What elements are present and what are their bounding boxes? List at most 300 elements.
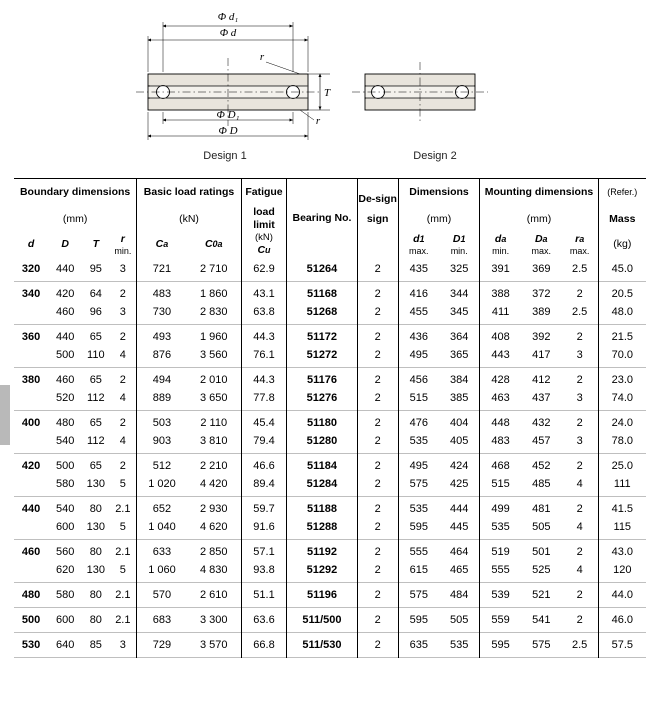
cell-D1: 345 <box>450 306 469 319</box>
cell-D: 420 <box>55 288 75 301</box>
cell-Cu: 44.3 <box>241 368 286 390</box>
cell-d1: 456 <box>398 368 439 390</box>
cell-no: 51180 <box>287 411 357 433</box>
header-fatigue-line2: load limit <box>241 206 286 232</box>
cell-T: 95 <box>89 263 102 276</box>
cell-da: 559 <box>480 608 521 633</box>
cell-ra: 4 <box>576 521 583 534</box>
cell-d <box>14 303 48 325</box>
cell-design: 2 <box>357 583 398 608</box>
cell-no: 51188 <box>287 497 357 519</box>
cell-d1: 436 <box>398 325 439 347</box>
cell-d1: 535 <box>398 432 439 454</box>
cell-C0a: 1 860 <box>199 288 228 301</box>
page-side-tab <box>0 385 10 445</box>
cell-d: 380 <box>21 374 41 387</box>
cell-Cu: 62.9 <box>241 257 286 282</box>
cell-r: 2.1 <box>115 546 131 559</box>
cell-d <box>14 475 48 497</box>
cell-C0a: 4 620 <box>199 521 228 534</box>
cell-da: 408 <box>480 325 521 347</box>
cell-r: 2 <box>119 288 126 301</box>
cell-no: 51288 <box>287 518 357 540</box>
cell-d1: 455 <box>398 303 439 325</box>
cell-mass: 44.0 <box>598 583 646 608</box>
cell-Da: 389 <box>532 306 551 319</box>
header-col-Ca: Ca <box>137 232 187 257</box>
cell-Da: 505 <box>532 521 551 534</box>
cell-da: 499 <box>480 497 521 519</box>
cell-d: 440 <box>21 503 41 516</box>
header-boundary-dimensions: Boundary dimensions <box>14 179 137 207</box>
cell-r: 5 <box>119 521 126 534</box>
header-col-d: d <box>27 238 35 251</box>
cell-ra: 2 <box>576 589 583 602</box>
cell-d: 400 <box>21 417 41 430</box>
cell-d: 320 <box>21 263 41 276</box>
cell-no: 511/530 <box>287 633 357 658</box>
cell-d: 360 <box>21 331 41 344</box>
cell-no: 51192 <box>287 540 357 562</box>
cell-Cu: 44.3 <box>241 325 286 347</box>
cell-Ca: 512 <box>137 454 187 476</box>
cell-design: 2 <box>357 368 398 390</box>
cell-da: 391 <box>480 257 521 282</box>
cell-no: 51272 <box>287 346 357 368</box>
cell-da: 519 <box>480 540 521 562</box>
cell-ra: 4 <box>576 564 583 577</box>
cell-T: 64 <box>89 288 102 301</box>
header-col-Cu: (kN) Cu <box>241 232 286 257</box>
cell-C0a: 3 650 <box>199 392 228 405</box>
label-r-top: r <box>259 51 265 63</box>
cell-Ca: 1 060 <box>137 561 187 583</box>
cell-r: 2.1 <box>115 614 131 627</box>
table-row-group <box>14 583 646 608</box>
cell-da: 468 <box>480 454 521 476</box>
cell-Cu: 91.6 <box>241 518 286 540</box>
cell-D: 500 <box>55 460 75 473</box>
cell-mass: 111 <box>598 475 646 497</box>
cell-no: 51280 <box>287 432 357 454</box>
cell-da: 463 <box>480 389 521 411</box>
cell-r: 5 <box>119 478 126 491</box>
cell-Cu: 63.8 <box>241 303 286 325</box>
cell-design: 2 <box>357 411 398 433</box>
cell-d1: 595 <box>398 518 439 540</box>
cell-design: 2 <box>357 454 398 476</box>
cell-r: 4 <box>119 435 126 448</box>
cell-da: 443 <box>480 346 521 368</box>
cell-D: 440 <box>55 331 75 344</box>
cell-Cu: 57.1 <box>241 540 286 562</box>
cell-no: 51184 <box>287 454 357 476</box>
cell-design: 2 <box>357 497 398 519</box>
cell-ra: 2 <box>576 503 583 516</box>
cell-C0a: 3 560 <box>199 349 228 362</box>
cell-design: 2 <box>357 475 398 497</box>
cell-design: 2 <box>357 257 398 282</box>
cell-Da: 417 <box>532 349 551 362</box>
cell-T: 96 <box>89 306 102 319</box>
header-dimensions: Dimensions <box>398 179 480 207</box>
cell-D: 600 <box>55 614 75 627</box>
table-row <box>14 432 646 454</box>
cell-D1: 384 <box>450 374 469 387</box>
table-row <box>14 608 646 633</box>
cell-Cu: 43.1 <box>241 282 286 304</box>
cell-d1: 595 <box>398 608 439 633</box>
cell-D1: 484 <box>450 589 469 602</box>
cell-D: 500 <box>55 349 75 362</box>
cell-D1: 464 <box>450 546 469 559</box>
header-design-line1: De-sign <box>357 179 398 207</box>
cell-no: 51276 <box>287 389 357 411</box>
cell-da: 595 <box>480 633 521 658</box>
cell-D: 540 <box>55 435 75 448</box>
cell-T: 80 <box>89 546 102 559</box>
cell-r: 2 <box>119 374 126 387</box>
cell-mass: 120 <box>598 561 646 583</box>
cell-C0a: 2 610 <box>199 589 228 602</box>
cell-r: 2 <box>119 460 126 473</box>
label-phi-d: Φ d <box>219 27 237 39</box>
cell-Cu: 46.6 <box>241 454 286 476</box>
cell-design: 2 <box>357 303 398 325</box>
bearing-drawings-svg <box>0 0 660 178</box>
cell-D1: 405 <box>450 435 469 448</box>
cell-design: 2 <box>357 346 398 368</box>
cell-r: 2.1 <box>115 503 131 516</box>
cell-D1: 344 <box>450 288 469 301</box>
cell-mass: 41.5 <box>598 497 646 519</box>
cell-design: 2 <box>357 540 398 562</box>
cell-Cu: 66.8 <box>241 633 286 658</box>
cell-d1: 495 <box>398 454 439 476</box>
header-col-da: da min. <box>480 232 521 257</box>
cell-T: 130 <box>86 478 105 491</box>
cell-mass: 21.5 <box>598 325 646 347</box>
table-row-group <box>14 325 646 368</box>
cell-design: 2 <box>357 432 398 454</box>
cell-no: 51268 <box>287 303 357 325</box>
cell-Da: 521 <box>532 589 551 602</box>
cell-Da: 485 <box>532 478 551 491</box>
table-row <box>14 325 646 347</box>
header-basic-load-ratings: Basic load ratings <box>137 179 242 207</box>
cell-d1: 555 <box>398 540 439 562</box>
cell-T: 112 <box>87 392 105 405</box>
cell-d1: 416 <box>398 282 439 304</box>
label-T: T <box>323 87 331 99</box>
header-mounting-dimensions: Mounting dimensions <box>480 179 598 207</box>
cell-mass: 23.0 <box>598 368 646 390</box>
header-col-T: T <box>92 238 100 251</box>
cell-ra: 2 <box>576 417 583 430</box>
table-row-group <box>14 633 646 658</box>
cell-da: 411 <box>480 303 521 325</box>
cell-d: 340 <box>21 288 41 301</box>
cell-T: 110 <box>87 349 105 362</box>
cell-D1: 364 <box>450 331 469 344</box>
cell-r: 5 <box>119 564 126 577</box>
cell-d <box>14 561 48 583</box>
cell-no: 51172 <box>287 325 357 347</box>
cell-D: 460 <box>55 306 75 319</box>
cell-mass: 46.0 <box>598 608 646 633</box>
cell-Ca: 493 <box>137 325 187 347</box>
cell-design: 2 <box>357 561 398 583</box>
cell-Da: 541 <box>532 614 551 627</box>
label-phi-d1: Φ d₁ <box>217 11 239 23</box>
cell-D1: 424 <box>450 460 469 473</box>
cell-mass: 25.0 <box>598 454 646 476</box>
table-row <box>14 583 646 608</box>
cell-Da: 452 <box>532 460 551 473</box>
cell-C0a: 2 930 <box>199 503 228 516</box>
cell-C0a: 1 960 <box>199 331 228 344</box>
cell-mass: 20.5 <box>598 282 646 304</box>
cell-C0a: 4 830 <box>199 564 228 577</box>
cell-Cu: 79.4 <box>241 432 286 454</box>
cell-no: 511/500 <box>287 608 357 633</box>
cell-D1: 505 <box>450 614 469 627</box>
bearing-diagram-area <box>0 0 660 178</box>
cell-mass: 70.0 <box>598 346 646 368</box>
table-row <box>14 282 646 304</box>
cell-T: 85 <box>89 639 102 652</box>
cell-T: 65 <box>89 417 102 430</box>
cell-D: 540 <box>55 503 75 516</box>
label-phi-D1: Φ D₁ <box>216 109 240 121</box>
table-row <box>14 368 646 390</box>
cell-Ca: 721 <box>137 257 187 282</box>
cell-Da: 457 <box>532 435 551 448</box>
cell-D: 480 <box>55 417 75 430</box>
cell-design: 2 <box>357 633 398 658</box>
cell-D: 560 <box>55 546 75 559</box>
cell-d1: 575 <box>398 475 439 497</box>
cell-Da: 501 <box>532 546 551 559</box>
header-mounting-unit: (mm) <box>480 206 598 232</box>
cell-da: 388 <box>480 282 521 304</box>
cell-C0a: 3 570 <box>199 639 228 652</box>
cell-mass: 43.0 <box>598 540 646 562</box>
cell-D1: 465 <box>450 564 469 577</box>
cell-d: 460 <box>21 546 41 559</box>
cell-Da: 372 <box>532 288 551 301</box>
cell-mass: 24.0 <box>598 411 646 433</box>
cell-Ca: 483 <box>137 282 187 304</box>
cell-Ca: 494 <box>137 368 187 390</box>
cell-d1: 575 <box>398 583 439 608</box>
cell-C0a: 2 010 <box>199 374 228 387</box>
cell-Ca: 729 <box>137 633 187 658</box>
cell-d1: 535 <box>398 497 439 519</box>
cell-d: 420 <box>21 460 41 473</box>
table-row-group <box>14 608 646 633</box>
table-row-group <box>14 411 646 454</box>
cell-D: 460 <box>55 374 75 387</box>
cell-T: 80 <box>89 589 102 602</box>
cell-D: 440 <box>55 263 75 276</box>
cell-da: 428 <box>480 368 521 390</box>
cell-Cu: 93.8 <box>241 561 286 583</box>
cell-D1: 444 <box>450 503 469 516</box>
table-row <box>14 389 646 411</box>
cell-Cu: 89.4 <box>241 475 286 497</box>
header-mass-refer: (Refer.) <box>598 179 646 207</box>
cell-design: 2 <box>357 518 398 540</box>
cell-D1: 325 <box>450 263 469 276</box>
cell-d1: 635 <box>398 633 439 658</box>
cell-T: 130 <box>86 564 105 577</box>
table-row <box>14 633 646 658</box>
header-col-r: r min. <box>114 232 132 256</box>
cell-no: 51168 <box>287 282 357 304</box>
header-mass-unit: (kg) <box>598 232 646 257</box>
header-design-spacer <box>357 232 398 257</box>
cell-Da: 525 <box>532 564 551 577</box>
cell-Ca: 730 <box>137 303 187 325</box>
cell-ra: 2 <box>576 331 583 344</box>
cell-d: 530 <box>21 639 41 652</box>
table-row <box>14 454 646 476</box>
cell-ra: 3 <box>576 392 583 405</box>
cell-mass: 74.0 <box>598 389 646 411</box>
cell-r: 2 <box>119 331 126 344</box>
cell-Da: 575 <box>532 639 551 652</box>
cell-mass: 45.0 <box>598 257 646 282</box>
cell-da: 448 <box>480 411 521 433</box>
cell-r: 3 <box>119 263 126 276</box>
cell-Da: 412 <box>532 374 551 387</box>
cell-D: 580 <box>55 589 75 602</box>
cell-Ca: 503 <box>137 411 187 433</box>
table-row <box>14 540 646 562</box>
cell-no: 51292 <box>287 561 357 583</box>
cell-D1: 385 <box>450 392 469 405</box>
cell-Ca: 889 <box>137 389 187 411</box>
cell-mass: 57.5 <box>598 633 646 658</box>
cell-C0a: 3 810 <box>199 435 228 448</box>
cell-C0a: 2 210 <box>199 460 228 473</box>
cell-d <box>14 518 48 540</box>
cell-d1: 515 <box>398 389 439 411</box>
cell-ra: 2 <box>576 288 583 301</box>
table-row-group <box>14 540 646 583</box>
cell-no: 51264 <box>287 257 357 282</box>
cell-D: 600 <box>55 521 75 534</box>
cell-ra: 3 <box>576 349 583 362</box>
cell-ra: 2 <box>576 614 583 627</box>
cell-r: 2.1 <box>115 589 131 602</box>
header-col-ra: ra max. <box>569 232 590 256</box>
cell-d: 500 <box>21 614 41 627</box>
label-r-bottom: r <box>315 115 321 127</box>
cell-da: 483 <box>480 432 521 454</box>
cell-d1: 495 <box>398 346 439 368</box>
cell-Da: 481 <box>532 503 551 516</box>
cell-C0a: 2 850 <box>199 546 228 559</box>
cell-Cu: 63.6 <box>241 608 286 633</box>
header-dimensions-unit: (mm) <box>398 206 480 232</box>
cell-T: 80 <box>89 503 102 516</box>
cell-D: 640 <box>55 639 75 652</box>
cell-Cu: 76.1 <box>241 346 286 368</box>
cell-D: 620 <box>55 564 75 577</box>
header-basic-load-unit: (kN) <box>137 206 242 232</box>
header-mass: Mass <box>598 206 646 232</box>
cell-Cu: 45.4 <box>241 411 286 433</box>
cell-d1: 615 <box>398 561 439 583</box>
cell-d <box>14 346 48 368</box>
cell-ra: 2 <box>576 460 583 473</box>
table-row <box>14 303 646 325</box>
cell-Ca: 652 <box>137 497 187 519</box>
cell-d1: 476 <box>398 411 439 433</box>
header-col-C0a: C0a <box>204 238 223 251</box>
table-row-group <box>14 454 646 497</box>
table-row <box>14 497 646 519</box>
cell-ra: 2 <box>576 374 583 387</box>
cell-T: 130 <box>86 521 105 534</box>
cell-Ca: 903 <box>137 432 187 454</box>
cell-da: 539 <box>480 583 521 608</box>
header-design-line2: sign <box>357 206 398 232</box>
cell-d: 480 <box>21 589 41 602</box>
header-fatigue: Fatigue <box>241 179 286 207</box>
cell-r: 4 <box>119 349 126 362</box>
cell-r: 3 <box>119 639 126 652</box>
cell-Ca: 1 020 <box>137 475 187 497</box>
cell-T: 80 <box>89 614 102 627</box>
cell-r: 3 <box>119 306 126 319</box>
cell-d1: 435 <box>398 257 439 282</box>
cell-D1: 535 <box>450 639 469 652</box>
cell-T: 65 <box>89 460 102 473</box>
cell-design: 2 <box>357 389 398 411</box>
cell-no: 51284 <box>287 475 357 497</box>
table-row <box>14 561 646 583</box>
header-col-D1: D1 min. <box>450 232 468 256</box>
cell-r: 2 <box>119 417 126 430</box>
design2-caption: Design 2 <box>413 150 457 162</box>
cell-Cu: 51.1 <box>241 583 286 608</box>
cell-ra: 2 <box>576 546 583 559</box>
cell-Da: 392 <box>532 331 551 344</box>
table-row <box>14 518 646 540</box>
table-row <box>14 475 646 497</box>
cell-ra: 2.5 <box>572 306 588 319</box>
header-bearing-no: Bearing No. <box>287 179 357 258</box>
cell-design: 2 <box>357 325 398 347</box>
cell-T: 65 <box>89 374 102 387</box>
cell-Cu: 59.7 <box>241 497 286 519</box>
bearing-spec-table <box>14 178 646 658</box>
cell-r: 4 <box>119 392 126 405</box>
cell-ra: 2.5 <box>572 639 588 652</box>
cell-d <box>14 389 48 411</box>
cell-no: 51176 <box>287 368 357 390</box>
cell-mass: 78.0 <box>598 432 646 454</box>
table-row-group <box>14 282 646 325</box>
cell-Da: 369 <box>532 263 551 276</box>
cell-C0a: 3 300 <box>199 614 228 627</box>
cell-ra: 2.5 <box>572 263 588 276</box>
cell-da: 555 <box>480 561 521 583</box>
table-row <box>14 411 646 433</box>
